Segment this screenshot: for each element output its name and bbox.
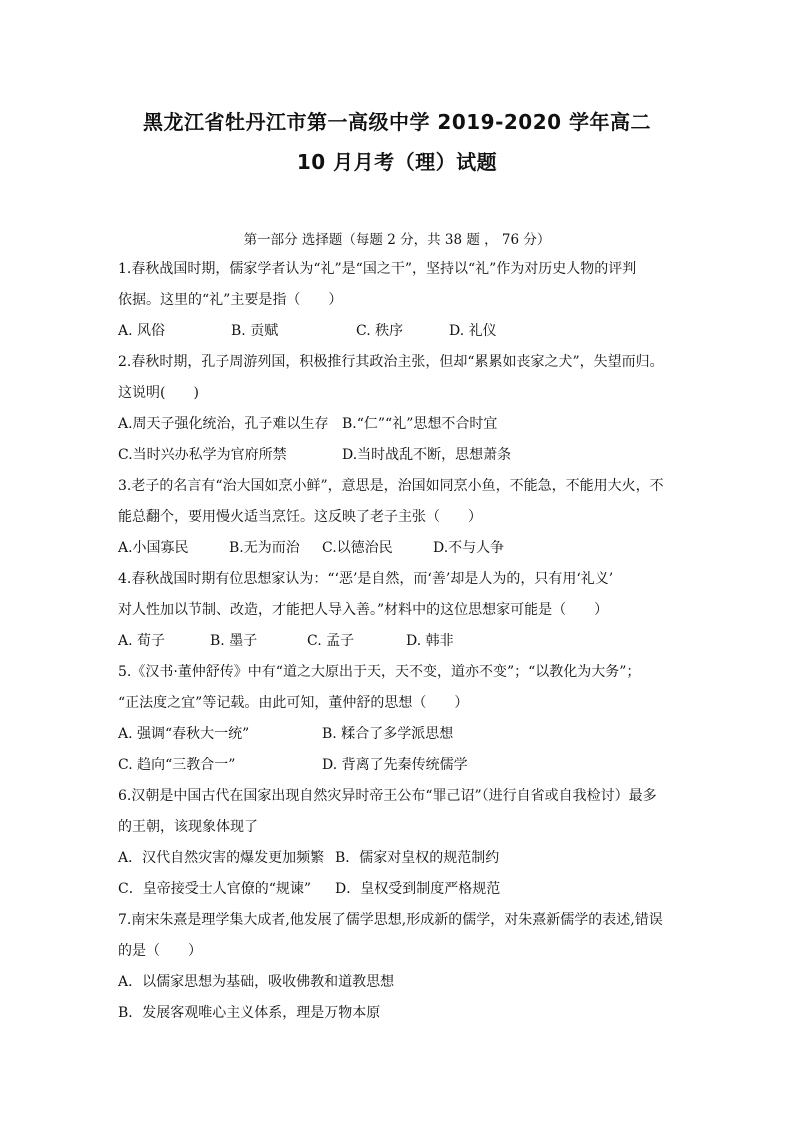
question-6-stem-line1: 6.汉朝是中国古代在国家出现自然灾异时帝王公布“罪己诏”（进行自省或自我检讨）最多	[118, 788, 657, 804]
question-3-stem-line2: 能总翻个，要用慢火适当烹饪。这反映了老子主张（ ）	[118, 509, 482, 525]
question-6-option-d: D．皇权受到制度严格规范	[335, 881, 501, 897]
question-5-option-c: C. 趋向“三教合一”	[118, 757, 236, 773]
question-4-option-d: D. 韩非	[406, 633, 454, 649]
question-5-option-a: A. 强调“春秋大一统”	[118, 726, 250, 742]
question-7-option-a: A．以儒家思想为基础，吸收佛教和道教思想	[118, 974, 395, 990]
question-6-option-b: B．儒家对皇权的规范制约	[335, 850, 500, 866]
question-5-option-d: D. 背离了先秦传统儒学	[322, 757, 468, 773]
question-3-option-a: A.小国寡民	[118, 540, 189, 556]
exam-title-line1: 黑龙江省牡丹江市第一高级中学 2019-2020 学年高二	[142, 110, 652, 134]
question-5-stem-line2: “正法度之宜”等记载。由此可知，董仲舒的思想（ ）	[118, 695, 469, 711]
question-3-option-b: B.无为而治	[229, 540, 300, 556]
question-1-option-a: A. 风俗	[118, 323, 166, 339]
question-2-option-d: D.当时战乱不断，思想萧条	[342, 447, 512, 463]
question-1-stem-line1: 1.春秋战国时期，儒家学者认为“礼”是“国之干”，坚持以“礼”作为对历史人物的评判	[118, 261, 637, 277]
question-2-stem-line2: 这说明( )	[118, 385, 199, 401]
question-1-option-d: D. 礼仪	[449, 323, 497, 339]
question-4-option-b: B. 墨子	[210, 633, 258, 649]
question-5-option-b: B. 糅合了多学派思想	[322, 726, 454, 742]
question-6-option-a: A．汉代自然灾害的爆发更加频繁	[118, 850, 325, 866]
question-1-option-c: C. 秩序	[356, 323, 404, 339]
question-7-option-b: B．发展客观唯心主义体系，理是万物本原	[118, 1005, 381, 1021]
question-2-stem-line1: 2.春秋时期，孔子周游列国，积极推行其政治主张，但却“累累如丧家之犬”，失望而归。	[118, 354, 664, 370]
question-4-stem-line1: 4.春秋战国时期有位思想家认为：“‘恶’是自然，而‘善’却是人为的，只有用‘礼义’	[118, 571, 614, 587]
question-6-stem-line2: 的王朝，该现象体现了	[118, 819, 258, 835]
question-3-stem-line1: 3.老子的名言有“治大国如烹小鲜”，意思是，治国如同烹小鱼，不能急，不能用大火，不	[118, 478, 664, 494]
question-3-option-d: D.不与人争	[433, 540, 505, 556]
question-2-option-b: B.“仁”“礼”思想不合时宜	[342, 416, 498, 432]
question-4-option-c: C. 孟子	[307, 633, 355, 649]
question-5-stem-line1: 5.《汉书·董仲舒传》中有“道之大原出于天，天不变，道亦不变”；“以教化为大务”；	[118, 664, 641, 680]
question-4-option-a: A. 荀子	[118, 633, 166, 649]
question-2-option-c: C.当时兴办私学为官府所禁	[118, 447, 287, 463]
question-3-option-c: C.以德治民	[322, 540, 393, 556]
section-heading: 第一部分 选择题（每题 2 分，共 38 题 ， 76 分）	[243, 232, 551, 248]
exam-title-line2: 10 月月考（理）试题	[296, 150, 498, 174]
question-4-stem-line2: 对人性加以节制、改造，才能把人导入善。”材料中的这位思想家可能是（ ）	[118, 602, 609, 618]
question-7-stem-line1: 7.南宋朱熹是理学集大成者,他发展了儒学思想,形成新的儒学，对朱熹新儒学的表述,错误	[118, 912, 663, 928]
question-2-option-a: A.周天子强化统治，孔子难以生存	[118, 416, 329, 432]
question-1-stem-line2: 依据。这里的“礼”主要是指（ ）	[118, 292, 343, 308]
question-7-stem-line2: 的是（ ）	[118, 943, 202, 959]
question-1-option-b: B. 贡赋	[231, 323, 279, 339]
question-6-option-c: C．皇帝接受士人官僚的“规谏”	[118, 881, 312, 897]
